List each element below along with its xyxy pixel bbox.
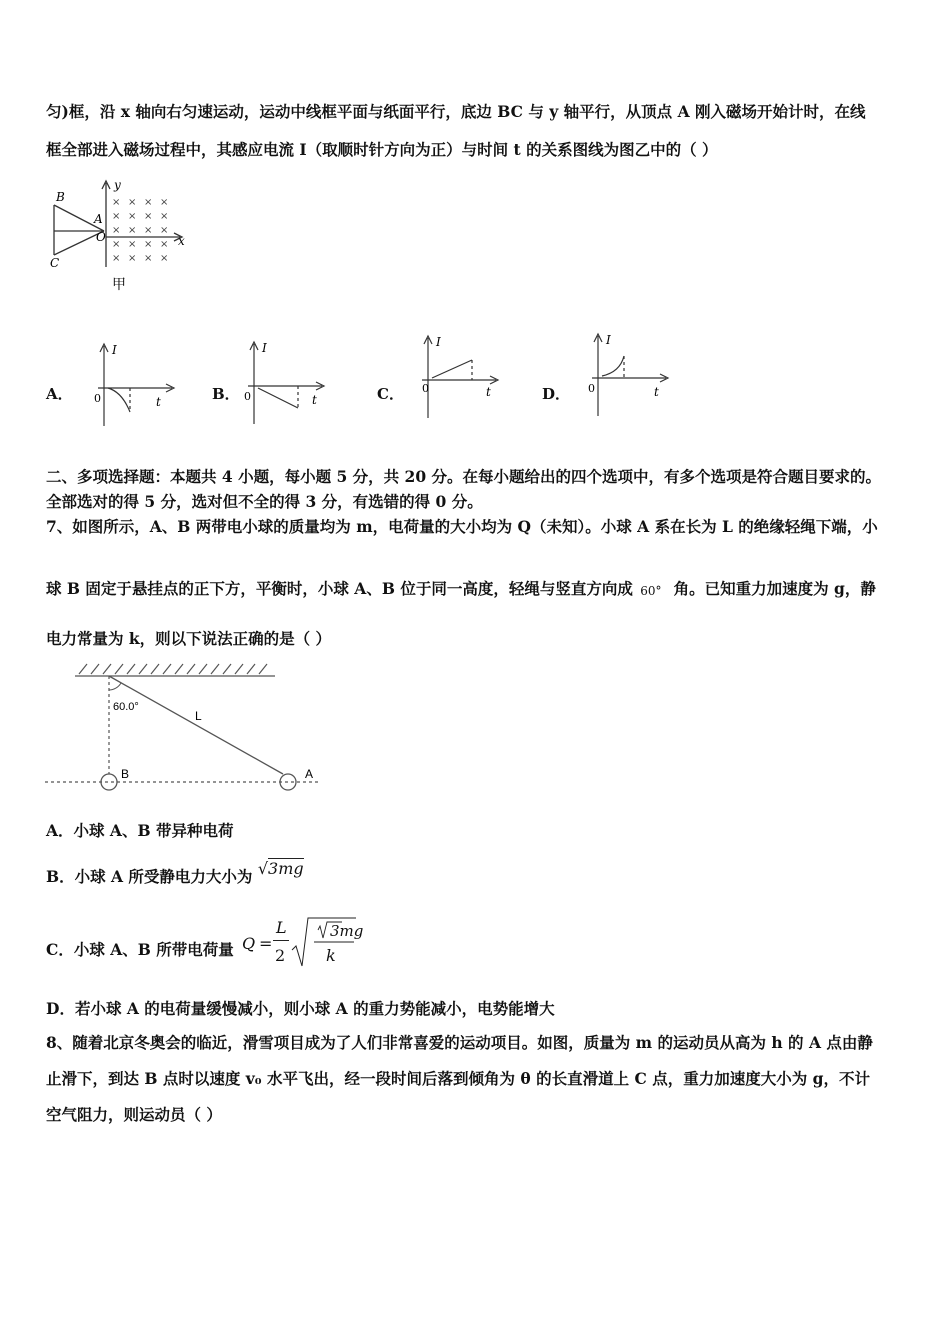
y-axis-label: y bbox=[114, 178, 121, 192]
formula-l: L bbox=[276, 918, 287, 937]
axis-i: I bbox=[262, 341, 267, 355]
point-b-label: B bbox=[56, 190, 65, 204]
point-a-label: A bbox=[94, 212, 103, 226]
q6-option-c-graph bbox=[414, 332, 504, 422]
ceiling-hatch bbox=[75, 664, 275, 676]
q6-figure-jia bbox=[40, 175, 200, 295]
q7-angle-60: 60° bbox=[640, 584, 662, 598]
q7-option-b-text: B．小球 A 所受静电力大小为 bbox=[46, 867, 253, 886]
origin: 0 bbox=[588, 382, 595, 395]
q6-option-d-graph bbox=[584, 330, 674, 420]
q8-text-line-3: 空气阻力，则运动员（ ） bbox=[46, 1105, 222, 1124]
string-label-l: L bbox=[195, 709, 202, 723]
q7-text-line-1: 7、如图所示，A、B 两带电小球的质量均为 m，电荷量的大小均为 Q（未知）。小球 A 系在长为 L 的绝缘轻绳下端，小 bbox=[46, 517, 878, 536]
svg-text:×: × bbox=[144, 253, 153, 264]
svg-text:×: × bbox=[128, 211, 137, 222]
section2-note: 全部选对的得 5 分，选对但不全的得 3 分，有选错的得 0 分。 bbox=[46, 492, 483, 511]
axis-t: t bbox=[156, 395, 161, 409]
axis-i: I bbox=[436, 335, 441, 349]
figure-label-jia: 甲 bbox=[112, 277, 126, 293]
q6-option-a-graph bbox=[90, 340, 180, 430]
q8-text-line-1: 8、随着北京冬奥会的临近，滑雪项目成为了人们非常喜爱的运动项目。如图，质量为 m 的运动员从高为 h 的 A 点由静 bbox=[46, 1033, 873, 1052]
point-c-label: C bbox=[50, 256, 60, 270]
q6-option-b-graph bbox=[240, 338, 330, 428]
svg-text:×: × bbox=[128, 197, 137, 208]
magnetic-field-crosses bbox=[112, 197, 168, 264]
svg-text:×: × bbox=[128, 225, 137, 236]
svg-text:×: × bbox=[128, 253, 137, 264]
q6-option-d-label: D． bbox=[542, 385, 571, 403]
x-axis-label: x bbox=[178, 234, 185, 248]
ball-b bbox=[101, 774, 117, 790]
axis-i: I bbox=[112, 343, 117, 357]
svg-text:×: × bbox=[160, 239, 169, 250]
svg-text:×: × bbox=[112, 197, 121, 208]
q7-line2-part-b: 角。已知重力加速度为 g，静 bbox=[673, 579, 876, 598]
axis-t: t bbox=[486, 385, 491, 399]
svg-text:×: × bbox=[112, 253, 121, 264]
q7-option-c bbox=[46, 939, 908, 961]
q6-text-line-2: 框全部进入磁场过程中，其感应电流 I（取顺时针方向为正）与时间 t 的关系图线为图乙中的（ ） bbox=[46, 140, 718, 159]
q7-pendulum-figure bbox=[45, 660, 335, 800]
svg-text:×: × bbox=[144, 211, 153, 222]
y-axis bbox=[102, 181, 110, 267]
svg-text:×: × bbox=[144, 239, 153, 250]
q7-option-d: D．若小球 A 的电荷量缓慢减小，则小球 A 的重力势能减小，电势能增大 bbox=[46, 999, 555, 1018]
formula-den: k bbox=[326, 946, 336, 965]
q7-option-c-text: C．小球 A、B 所带电荷量 bbox=[46, 940, 234, 959]
svg-text:×: × bbox=[160, 211, 169, 222]
svg-text:×: × bbox=[144, 225, 153, 236]
axis-i: I bbox=[606, 333, 611, 347]
q7-text-line-2 bbox=[46, 578, 908, 600]
svg-text:×: × bbox=[160, 253, 169, 264]
angle-arc bbox=[109, 683, 121, 690]
svg-text:×: × bbox=[160, 225, 169, 236]
section2-heading: 二、多项选择题：本题共 4 小题，每小题 5 分，共 20 分。在每小题给出的四个选项中，有多个选项是符合题目要求的。 bbox=[46, 467, 882, 486]
svg-text:×: × bbox=[128, 239, 137, 250]
ball-a-label: A bbox=[305, 767, 314, 781]
formula-num: 3mg bbox=[330, 922, 364, 940]
origin: 0 bbox=[244, 390, 251, 403]
axis-t: t bbox=[312, 393, 317, 407]
ball-b-label: B bbox=[121, 767, 130, 781]
svg-text:×: × bbox=[144, 197, 153, 208]
origin: 0 bbox=[422, 382, 429, 395]
origin-o-label: O bbox=[96, 230, 106, 244]
svg-text:×: × bbox=[112, 225, 121, 236]
q8-text-line-2: 止滑下，到达 B 点时以速度 v₀ 水平飞出，经一段时间后落到倾角为 θ 的长直滑道上 C 点，重力加速度大小为 g，不计 bbox=[46, 1069, 870, 1088]
q7-text-line-3: 电力常量为 k，则以下说法正确的是（ ） bbox=[46, 629, 332, 648]
formula-q: Q bbox=[242, 934, 256, 953]
svg-text:×: × bbox=[112, 239, 121, 250]
axis-t: t bbox=[654, 385, 659, 399]
string-l bbox=[109, 676, 283, 774]
formula-2: 2 bbox=[275, 946, 286, 965]
formula-eq: = bbox=[259, 934, 273, 953]
q7-option-b: B．小球 A 所受静电力大小为 √3mg bbox=[46, 859, 304, 886]
q6-option-b-label: B． bbox=[212, 385, 240, 403]
q6-text-line-1: 匀)框，沿 x 轴向右匀速运动，运动中线框平面与纸面平行，底边 BC 与 y 轴平行，从顶点 A 刚入磁场开始计时，在线 bbox=[46, 102, 866, 121]
svg-text:×: × bbox=[112, 211, 121, 222]
origin: 0 bbox=[94, 392, 101, 405]
q7-option-b-math: 3mg bbox=[268, 859, 304, 878]
angle-label: 60.0° bbox=[113, 701, 139, 713]
q7-line2-part-a: 球 B 固定于悬挂点的正下方，平衡时，小球 A、B 位于同一高度，轻绳与竖直方向成 bbox=[46, 579, 633, 598]
svg-text:×: × bbox=[160, 197, 169, 208]
q7-option-a: A．小球 A、B 带异种电荷 bbox=[46, 821, 234, 840]
q6-option-c-label: C． bbox=[377, 385, 404, 403]
q6-option-a-label: A． bbox=[46, 385, 73, 403]
